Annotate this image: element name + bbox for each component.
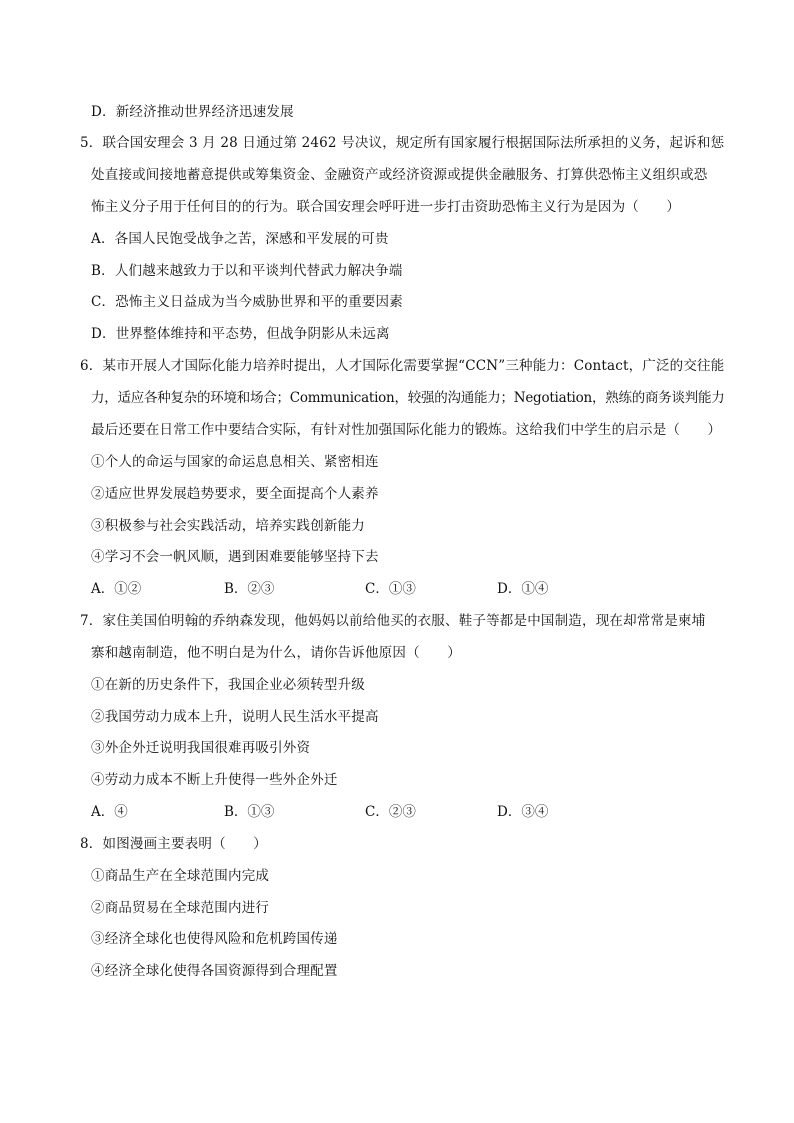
q6-choice-b: B．②③ bbox=[224, 581, 275, 597]
q6-choice-d: D．①④ bbox=[497, 581, 549, 597]
q6-choice-c: C．①③ bbox=[365, 581, 416, 597]
q5-option-b: B．人们越来越致力于以和平谈判代替武力解决争端 bbox=[91, 263, 403, 279]
q5-option-c: C．恐怖主义日益成为当今威胁世界和平的重要因素 bbox=[91, 294, 403, 310]
q8-stem: 8．如图漫画主要表明（ ） bbox=[80, 836, 267, 852]
q6-stem-line-2: 力，适应各种复杂的环境和场合；Communication，较强的沟通能力；Negotiation，熟练的商务谈判能力 bbox=[91, 390, 725, 406]
q5-option-a: A．各国人民饱受战争之苦，深感和平发展的可贵 bbox=[91, 231, 389, 247]
q8-item-1: ①商品生产在全球范围内完成 bbox=[91, 868, 270, 884]
q6-choice-a: A．①② bbox=[91, 581, 142, 597]
q7-item-2: ②我国劳动力成本上升，说明人民生活水平提高 bbox=[91, 709, 379, 725]
q5-option-d: D．世界整体维持和平态势，但战争阴影从未远离 bbox=[91, 326, 390, 342]
q4-option-d: D．新经济推动世界经济迅速发展 bbox=[91, 104, 294, 120]
q7-stem-line-1: 7．家住美国伯明翰的乔纳森发现，他妈妈以前给他买的衣服、鞋子等都是中国制造，现在却常常是柬埔 bbox=[80, 613, 706, 629]
q5-stem-line-2: 处直接或间接地蓄意提供或筹集资金、金融资产或经济资源或提供金融服务、打算供恐怖主义组织或恐 bbox=[91, 167, 708, 183]
q6-stem-line-3: 最后还要在日常工作中要结合实际，有针对性加强国际化能力的锻炼。这给我们中学生的启示是（ ） bbox=[91, 422, 722, 438]
q7-item-1: ①在新的历史条件下，我国企业必须转型升级 bbox=[91, 677, 365, 693]
q7-item-4: ④劳动力成本不断上升使得一些外企外迁 bbox=[91, 772, 338, 788]
q7-choice-b: B．①③ bbox=[224, 804, 275, 820]
q7-choice-d: D．③④ bbox=[497, 804, 549, 820]
q7-stem-line-2: 寨和越南制造，他不明白是为什么，请你告诉他原因（ ） bbox=[91, 645, 461, 661]
q8-item-4: ④经济全球化使得各国资源得到合理配置 bbox=[91, 963, 338, 979]
q6-item-2: ②适应世界发展趋势要求，要全面提高个人素养 bbox=[91, 486, 379, 502]
q6-item-1: ①个人的命运与国家的命运息息相关、紧密相连 bbox=[91, 454, 379, 470]
q6-item-4: ④学习不会一帆风顺，遇到困难要能够坚持下去 bbox=[91, 549, 379, 565]
q5-stem-line-3: 怖主义分子用于任何目的的行为。联合国安理会呼吁进一步打击资助恐怖主义行为是因为（ ） bbox=[91, 199, 681, 215]
q8-item-3: ③经济全球化也使得风险和危机跨国传递 bbox=[91, 931, 338, 947]
q6-stem-line-1: 6．某市开展人才国际化能力培养时提出，人才国际化需要掌握“CCN”三种能力：Contact，广泛的交往能 bbox=[80, 358, 725, 374]
q6-item-3: ③积极参与社会实践活动，培养实践创新能力 bbox=[91, 518, 365, 534]
q7-choice-a: A．④ bbox=[91, 804, 128, 820]
q7-item-3: ③外企外迁说明我国很难再吸引外资 bbox=[91, 740, 311, 756]
q7-choice-c: C．②③ bbox=[365, 804, 416, 820]
q5-stem-line-1: 5．联合国安理会 3 月 28 日通过第 2462 号决议，规定所有国家履行根据国际法所承担的义务，起诉和惩 bbox=[80, 135, 725, 151]
q8-item-2: ②商品贸易在全球范围内进行 bbox=[91, 900, 270, 916]
